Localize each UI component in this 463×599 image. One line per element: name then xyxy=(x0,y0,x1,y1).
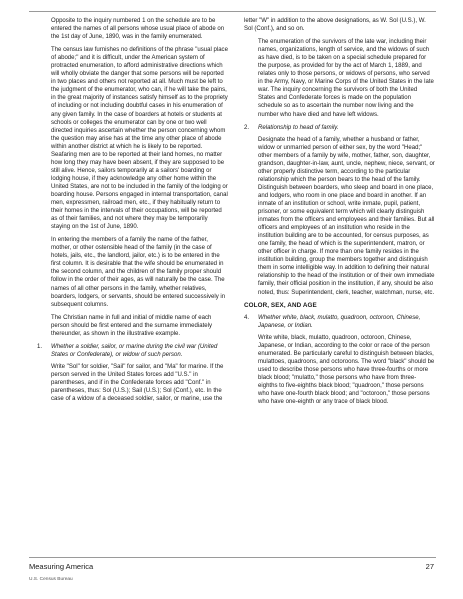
left-column xyxy=(37,17,228,408)
paragraph: Write white, black, mulatto, quadroon, octoroon, Chinese, Japanese, or Indian, according to the color or race of the person enumerated. Be particularly careful to distinguish between blacks, mulattoes, quadroons, and octoroons. The word "black" should be used to describe those persons who have three-fourths or more black blood; "mulatto," those persons who have from three-eighths to five-eighths black blood; "quadroon," those persons who have one-fourth black blood; and "octoroon," those persons who have one-eighth or any trace of black blood. xyxy=(258,334,435,406)
paragraph: letter "W" in addition to the above designations, as W. Sol (U.S.), W. Sol (Conf.), and so on. xyxy=(244,18,426,33)
schedule-inquiry-item xyxy=(244,314,435,330)
inquiry-number: 1. xyxy=(37,343,43,350)
inquiry-text: Whether a soldier, sailor, or marine during the civil war (United States or Confederate), or widow of such person. xyxy=(51,343,218,358)
paragraph: Write "Sol" for soldier, "Sail" for sailor, and "Ma" for marine. If the person served in the United States forces add "U.S." in parentheses, and if in the Confederate forces add "Conf." in parentheses, thus: Sol (U.S.); Sail (U.S.); Sol (Conf.), etc. In the case of a widow of a deceased soldier, sailor, or marine, use the xyxy=(51,363,224,403)
paragraph: Designate the head of a family, whether a husband or father, widow or unmarried person of either sex, by the word "Head;" other members of a family by wife, mother, father, son, daughter, grandson, daughter-in-law, aunt, uncle, nephew, niece, servant, or other properly distinctive term, according to the particular relationship which the person bears to the head of the family. Distinguish between boarders, who sleep and board in one place, and lodgers, who room in one place and board in another. If an inmate of an institution or school, write inmate, pupil, patient, prisoner, or some equivalent term which will clearly distinguish inmates from the officers and employees and their families. But all officers and employees of an institution who reside in the institution building are to be accounted, for census purposes, as one family, the head of which is the superintendent, matron, or other officer in charge. If more than one family resides in the institution building, group the members together and distinguish them in some intelligible way. In addition to defining their natural relationship to the head of the institution or of their own immediate family, their official position in the institution, if any, should be also noted, thus: Superintendent, clerk, teacher, watchman, nurse, etc. xyxy=(258,136,435,296)
schedule-inquiry-item xyxy=(244,124,435,132)
top-rule xyxy=(29,11,436,12)
paragraph: In entering the members of a family the name of the father, mother, or other ostensible head of the family (in the case of hotels, jails, etc., the landlord, jailor, etc.) is to be entered in the first column. It is desirable that the wife should be enumerated in the second column, and the children of the family proper should follow in the order of their ages, as will naturally be the case. The names of all other persons in the family, whether relatives, boarders, lodgers, or servants, should be entered successively in subsequent columns. xyxy=(51,237,226,308)
paragraph: Opposite to the inquiry numbered 1 on the schedule are to be entered the names of all persons whose usual place of abode on the 1st day of June, 1890, was in the family enumerated. xyxy=(51,18,225,41)
footer-title: Measuring America xyxy=(29,562,94,571)
inquiry-number: 2. xyxy=(244,124,250,131)
section-heading: COLOR, SEX, AND AGE xyxy=(244,301,317,309)
inquiry-text: Whether white, black, mulatto, quadroon, octoroon, Chinese, Japanese, or Indian. xyxy=(258,314,421,329)
footer-rule xyxy=(29,557,436,558)
page-number: 27 xyxy=(425,562,434,571)
paragraph: The enumeration of the survivors of the late war, including their names, organizations, length of service, and the widows of such as have died, is to be taken on a special schedule prepared for the purpose, as provided for by the act of March 1, 1889, and relates only to those persons, or widows of persons, who served in the Army, Navy, or Marine Corps of the United States in the late war. The inquiry concerning the survivors of both the United States and Confederate forces is made on the population schedule so as to ascertain the number now living and the number who have died and have left widows. xyxy=(258,39,434,118)
inquiry-text: Relationship to head of family. xyxy=(258,124,339,131)
paragraph: The Christian name in full and initial of middle name of each person should be first entered and the surname immediately thereunder, as shown in the illustrative example. xyxy=(51,314,213,337)
schedule-inquiry-item xyxy=(37,343,228,359)
paragraph: The census law furnishes no definitions of the phrase "usual place of abode;" and it is difficult, under the American system of protracted enumeration, to afford administrative directions which will wholly obviate the danger that some persons will be reported in two places and others not reported at all. Much must be left to the judgment of the enumerator, who can, if he will take the pains, in the great majority of instances satisfy himself as to the propriety of including or not including doubtful cases in his enumeration of any given family. In the case of boarders at hotels or students at schools or colleges the enumerator can by one or two well directed inquiries ascertain whether the person concerning whom the question may arise has at the time any other place of abode within another district at which he is likely to be reported. Seafaring men are to be reported at their land homes, no matter how long they may have been absent, if they are supposed to be still alive. Hence, sailors temporarily at a sailors' boarding or lodging house, if they acknowledge any other home within the United States, are not to be included in the family of the lodging or boarding house. Persons engaged in internal transportation, canal men, expressmen, railroad men, etc., if they habitually return to their homes in the intervals of their occupations, will be reported as of their families, and not where they may be temporarily staying on the 1st of June, 1890. xyxy=(51,47,228,231)
right-column xyxy=(244,17,435,411)
inquiry-number: 4. xyxy=(244,314,250,321)
footer-subtitle: U.S. Census Bureau xyxy=(29,577,73,582)
